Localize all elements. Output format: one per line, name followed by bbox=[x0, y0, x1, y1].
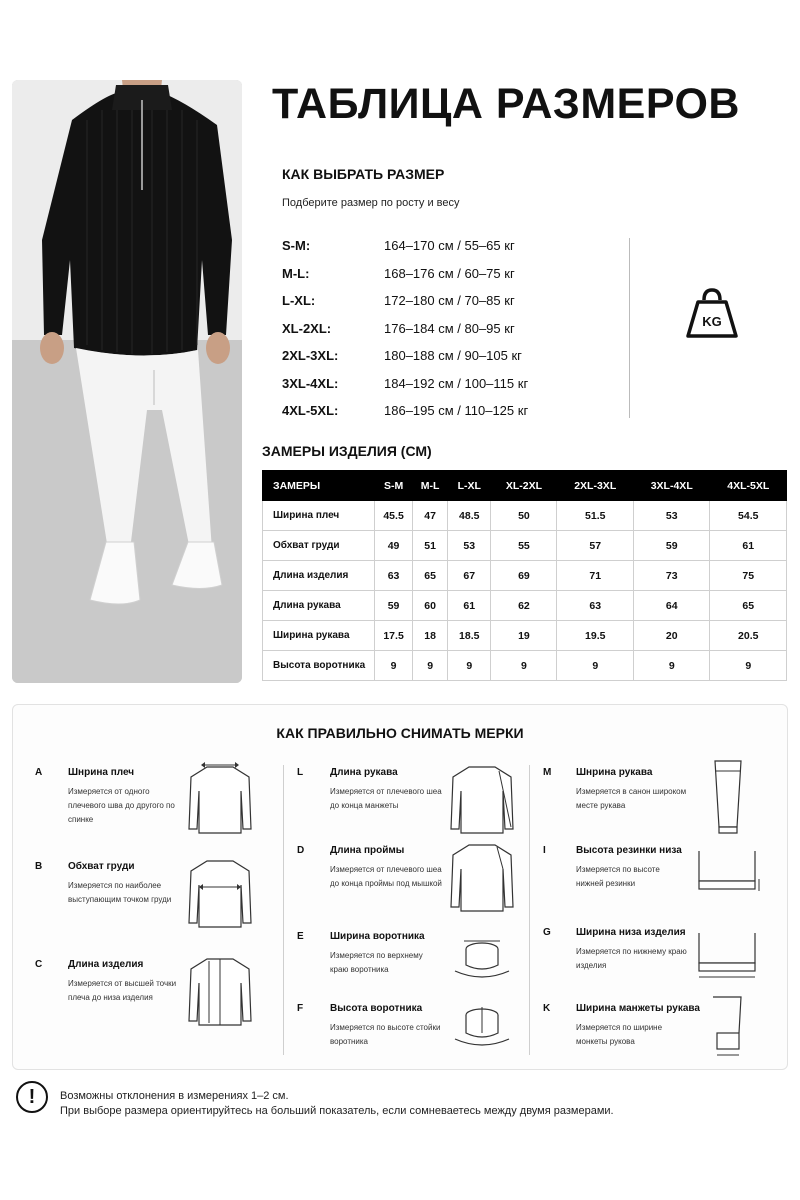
table-cell: 20 bbox=[633, 621, 710, 651]
table-cell: 67 bbox=[448, 561, 491, 591]
how-to-choose-subtitle: Подберите размер по росту и весу bbox=[282, 197, 460, 209]
table-header-row bbox=[263, 471, 787, 501]
table-cell: 9 bbox=[375, 651, 413, 681]
measure-letter: D bbox=[297, 845, 305, 856]
measure-letter: E bbox=[297, 931, 304, 942]
divider bbox=[283, 765, 284, 1055]
measure-desc: Измеряется по наиболее выступающим точком груди bbox=[68, 881, 172, 904]
table-cell: 59 bbox=[633, 531, 710, 561]
page-title: ТАБЛИЦА РАЗМЕРОВ bbox=[272, 80, 740, 128]
size-range: 164–170 см / 55–65 кг bbox=[384, 238, 515, 254]
size-range: 184–192 см / 100–115 кг bbox=[384, 375, 529, 391]
table-cell: 9 bbox=[491, 651, 557, 681]
measure-letter: C bbox=[35, 959, 43, 970]
column-header: L-XL bbox=[448, 471, 491, 501]
table-cell: 65 bbox=[710, 591, 787, 621]
table-cell: 73 bbox=[633, 561, 710, 591]
table-cell: 51.5 bbox=[557, 501, 634, 531]
measure-name: Шнрина плеч bbox=[68, 767, 135, 778]
sweater-sleeve-icon bbox=[447, 757, 517, 837]
measure-desc: Измеряется по нижнему краю изделия bbox=[576, 947, 687, 970]
exclamation-icon: ! bbox=[16, 1081, 48, 1113]
size-range: 180–188 см / 90–105 кг bbox=[384, 348, 522, 364]
table-cell: 57 bbox=[557, 531, 634, 561]
column-header: 2XL-3XL bbox=[557, 471, 634, 501]
measure-desc: Измеряется по верхнему краю воротника bbox=[330, 951, 423, 974]
table-cell: 48.5 bbox=[448, 501, 491, 531]
column-header: XL-2XL bbox=[491, 471, 557, 501]
measure-letter: A bbox=[35, 767, 43, 778]
table-cell: 19 bbox=[491, 621, 557, 651]
note-deviation: Возможны отклонения в измерениях 1–2 см. bbox=[60, 1090, 289, 1102]
table-cell: 75 bbox=[710, 561, 787, 591]
measure-name: Длина изделия bbox=[68, 959, 144, 970]
table-cell: 63 bbox=[557, 591, 634, 621]
measure-item bbox=[543, 1003, 783, 1083]
sleeve-width-icon bbox=[693, 757, 763, 837]
table-cell: 65 bbox=[413, 561, 448, 591]
table-cell: 62 bbox=[491, 591, 557, 621]
size-name: 4XL-5XL: bbox=[282, 403, 339, 419]
how-to-measure-title: КАК ПРАВИЛЬНО СНИМАТЬ МЕРКИ bbox=[276, 725, 524, 741]
table-cell: 69 bbox=[491, 561, 557, 591]
table-cell: 53 bbox=[448, 531, 491, 561]
table-cell: 60 bbox=[413, 591, 448, 621]
row-label: Ширина рукава bbox=[263, 621, 375, 651]
measure-name: Ширина низа изделия bbox=[576, 927, 686, 938]
measure-desc: Измеряется по высоте нижней резинки bbox=[576, 865, 660, 888]
row-label: Высота воротника bbox=[263, 651, 375, 681]
measure-name: Высота воротника bbox=[330, 1003, 423, 1014]
table-cell: 63 bbox=[375, 561, 413, 591]
table-cell: 49 bbox=[375, 531, 413, 561]
collar-height-icon bbox=[447, 993, 517, 1073]
table-cell: 45.5 bbox=[375, 501, 413, 531]
measurements-table bbox=[262, 470, 787, 681]
divider bbox=[629, 238, 630, 418]
measure-item bbox=[297, 845, 537, 925]
product-photo bbox=[12, 80, 242, 683]
table-row bbox=[263, 531, 787, 561]
measure-desc: Измеряется в санон широком месте рукава bbox=[576, 787, 687, 810]
size-range: 176–184 см / 80–95 кг bbox=[384, 320, 515, 336]
sweater-length-icon bbox=[185, 949, 255, 1029]
table-cell: 9 bbox=[413, 651, 448, 681]
measure-letter: M bbox=[543, 767, 552, 778]
size-guide-row bbox=[282, 397, 612, 425]
column-header: S-M bbox=[375, 471, 413, 501]
measure-name: Длина проймы bbox=[330, 845, 405, 856]
size-guide-row bbox=[282, 287, 612, 315]
how-to-choose-title: КАК ВЫБРАТЬ РАЗМЕР bbox=[282, 166, 445, 182]
sweater-chest-icon bbox=[185, 851, 255, 931]
size-guide-row bbox=[282, 342, 612, 370]
table-cell: 17.5 bbox=[375, 621, 413, 651]
size-range: 168–176 см / 60–75 кг bbox=[384, 265, 515, 281]
size-range: 172–180 см / 70–85 кг bbox=[384, 293, 515, 309]
table-row bbox=[263, 621, 787, 651]
cuff-width-icon bbox=[693, 993, 763, 1073]
measure-item bbox=[543, 845, 783, 925]
table-cell: 53 bbox=[633, 501, 710, 531]
size-range: 186–195 см / 110–125 кг bbox=[384, 403, 529, 419]
column-header: 3XL-4XL bbox=[633, 471, 710, 501]
size-name: L-XL: bbox=[282, 293, 316, 309]
measure-name: Шнрина рукава bbox=[576, 767, 653, 778]
kettlebell-icon bbox=[684, 286, 740, 342]
measurements-title: ЗАМЕРЫ ИЗДЕЛИЯ (СМ) bbox=[262, 443, 432, 459]
table-cell: 55 bbox=[491, 531, 557, 561]
table-row bbox=[263, 501, 787, 531]
size-name: 2XL-3XL: bbox=[282, 348, 339, 364]
measure-name: Высота резинки низа bbox=[576, 845, 682, 856]
table-row bbox=[263, 561, 787, 591]
size-guide-list bbox=[282, 232, 612, 425]
column-header: 4XL-5XL bbox=[710, 471, 787, 501]
measure-item bbox=[297, 1003, 537, 1083]
table-cell: 50 bbox=[491, 501, 557, 531]
measure-letter: B bbox=[35, 861, 43, 872]
measure-desc: Измеряется по ширине монкеты рукова bbox=[576, 1023, 663, 1046]
size-guide-row bbox=[282, 260, 612, 288]
measure-desc: Измеряется от плечевого шеа до конца проймы под мышкой bbox=[330, 865, 442, 888]
measure-letter: L bbox=[297, 767, 304, 778]
measure-name: Длина рукава bbox=[330, 767, 398, 778]
table-cell: 54.5 bbox=[710, 501, 787, 531]
row-label: Обхват груди bbox=[263, 531, 375, 561]
table-row bbox=[263, 651, 787, 681]
table-cell: 9 bbox=[710, 651, 787, 681]
table-cell: 64 bbox=[633, 591, 710, 621]
sweater-armhole-icon bbox=[447, 835, 517, 915]
measure-letter: F bbox=[297, 1003, 304, 1014]
row-label: Длина рукава bbox=[263, 591, 375, 621]
measure-name: Ширина воротника bbox=[330, 931, 425, 942]
table-cell: 47 bbox=[413, 501, 448, 531]
measure-desc: Измеряется от одного плечевого шва до другого по спинке bbox=[68, 787, 175, 824]
svg-text:KG: KG bbox=[702, 314, 722, 329]
size-name: XL-2XL: bbox=[282, 320, 332, 336]
note-advice: При выборе размера ориентируйтесь на больший показатель, если сомневаетесь между двумя размерами. bbox=[60, 1105, 614, 1117]
measure-letter: G bbox=[543, 927, 551, 938]
column-header: ЗАМЕРЫ bbox=[263, 471, 375, 501]
hem-width-icon bbox=[693, 917, 763, 997]
table-cell: 9 bbox=[448, 651, 491, 681]
row-label: Длина изделия bbox=[263, 561, 375, 591]
table-cell: 9 bbox=[557, 651, 634, 681]
measure-letter: K bbox=[543, 1003, 551, 1014]
size-name: M-L: bbox=[282, 265, 310, 281]
size-guide-row bbox=[282, 370, 612, 398]
measure-name: Ширина манжеты рукава bbox=[576, 1003, 700, 1014]
measure-desc: Измеряется от плечевого шеа до конца манжеты bbox=[330, 787, 442, 810]
table-cell: 20.5 bbox=[710, 621, 787, 651]
measure-item bbox=[35, 861, 275, 941]
table-cell: 61 bbox=[710, 531, 787, 561]
measure-desc: Измеряется от высшей точки плеча до низа изделия bbox=[68, 979, 177, 1002]
table-cell: 71 bbox=[557, 561, 634, 591]
table-cell: 51 bbox=[413, 531, 448, 561]
collar-width-icon bbox=[447, 921, 517, 1001]
size-guide-row bbox=[282, 232, 612, 260]
measure-item bbox=[35, 767, 275, 847]
how-to-measure-panel bbox=[12, 704, 788, 1070]
table-cell: 18.5 bbox=[448, 621, 491, 651]
size-name: S-M: bbox=[282, 238, 311, 254]
table-row bbox=[263, 591, 787, 621]
measure-item bbox=[35, 959, 275, 1039]
table-cell: 19.5 bbox=[557, 621, 634, 651]
measure-letter: I bbox=[543, 845, 546, 856]
size-guide-row bbox=[282, 315, 612, 343]
table-cell: 9 bbox=[633, 651, 710, 681]
table-cell: 61 bbox=[448, 591, 491, 621]
measure-name: Обхват груди bbox=[68, 861, 135, 872]
row-label: Ширина плеч bbox=[263, 501, 375, 531]
column-header: M-L bbox=[413, 471, 448, 501]
table-cell: 18 bbox=[413, 621, 448, 651]
table-cell: 59 bbox=[375, 591, 413, 621]
measure-desc: Измеряется по высоте стойки воротника bbox=[330, 1023, 441, 1046]
hem-band-height-icon bbox=[693, 835, 763, 915]
size-name: 3XL-4XL: bbox=[282, 375, 339, 391]
sweater-shoulder-icon bbox=[185, 757, 255, 837]
